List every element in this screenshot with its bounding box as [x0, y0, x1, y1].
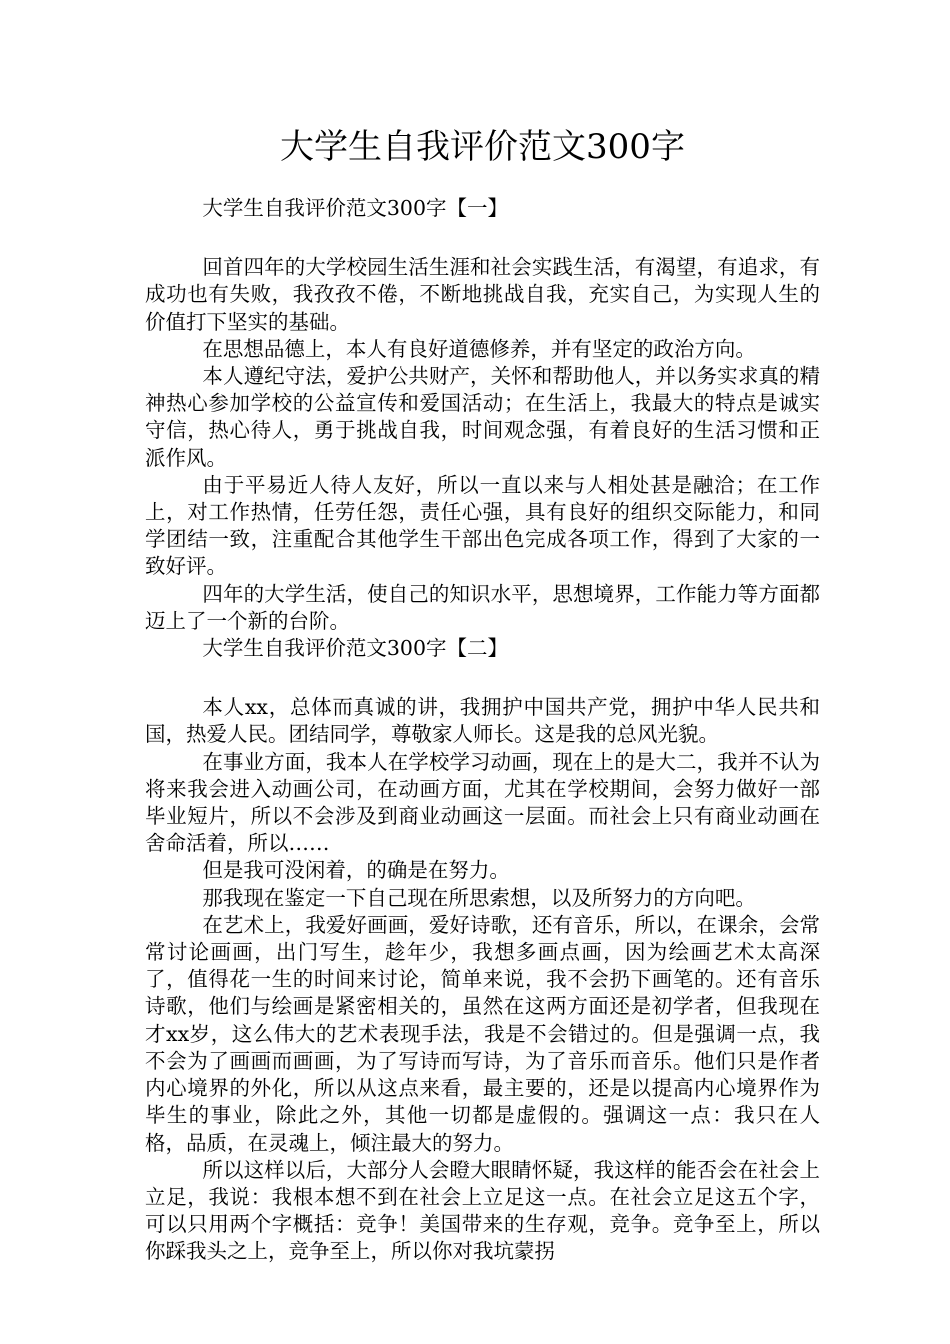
paragraph: 在艺术上，我爱好画画，爱好诗歌，还有音乐，所以，在课余，会常常讨论画画，出门写生，趁年少，我想多画点画，因为绘画艺术太高深了，值得花一生的时间来讨论，简单来说，我不会扔下画笔的。还有音乐诗歌，他们与绘画是紧密相关的，虽然在这两方面还是初学者，但我现在才xx岁，这么伟大的艺术表现手法，我是不会错过的。但是强调一点，我不会为了画画而画画，为了写诗而写诗，为了音乐而音乐。他们只是作者内心境界的外化，所以从这点来看，最主要的，还是以提高内心境界作为毕生的事业，除此之外，其他一切都是虚假的。强调这一点：我只在人格，品质，在灵魂上，倾注最大的努力。 [145, 912, 820, 1155]
paragraph: 由于平易近人待人友好，所以一直以来与人相处甚是融洽；在工作上，对工作热情，任劳任怨，责任心强，具有良好的组织交际能力，和同学团结一致，注重配合其他学生干部出色完成各项工作，得到了大家的一致好评。 [145, 472, 820, 579]
paragraph: 回首四年的大学校园生活生涯和社会实践生活，有渴望，有追求，有成功也有失败，我孜孜不倦，不断地挑战自我，充实自己，为实现人生的价值打下坚实的基础。 [145, 255, 820, 334]
paragraph: 但是我可没闲着，的确是在努力。 [202, 858, 510, 883]
paragraph: 本人xx，总体而真诚的讲，我拥护中国共产党，拥护中华人民共和国，热爱人民。团结同学，尊敬家人师长。这是我的总风光貌。 [145, 695, 820, 747]
section-spacer [145, 662, 820, 694]
document-title: 大学生自我评价范文300字 [280, 127, 685, 167]
paragraph: 所以这样以后，大部分人会瞪大眼睛怀疑，我这样的能否会在社会上立足，我说：我根本想不到在社会上立足这一点。在社会立足这五个字，可以只用两个字概括：竞争！美国带来的生存观，竞争。竞争至上，所以你踩我头之上，竞争至上，所以你对我坑蒙拐 [145, 1157, 820, 1264]
document-page [145, 125, 820, 1266]
paragraph: 那我现在鉴定一下自己现在所思索想，以及所努力的方向吧。 [202, 885, 756, 910]
section-heading: 大学生自我评价范文300字【一】 [202, 196, 509, 220]
section-heading: 大学生自我评价范文300字【二】 [202, 636, 509, 661]
paragraph: 本人遵纪守法，爱护公共财产，关怀和帮助他人，并以务实求真的精神热心参加学校的公益宣传和爱国活动；在生活上，我最大的特点是诚实守信，热心待人，勇于挑战自我，时间观念强，有着良好的生活习惯和正派作风。 [145, 364, 820, 470]
paragraph: 在思想品德上，本人有良好道德修养，并有坚定的政治方向。 [202, 336, 756, 361]
paragraph: 在事业方面，我本人在学校学习动画，现在上的是大二，我并不认为将来我会进入动画公司，在动画方面，尤其在学校期间，会努力做好一部毕业短片，所以不会涉及到商业动画这一层面。而社会上只有商业动画在舍命活着，所以…… [145, 749, 820, 856]
paragraph: 四年的大学生活，使自己的知识水平，思想境界，工作能力等方面都迈上了一个新的台阶。 [145, 581, 820, 633]
section-one [145, 195, 820, 635]
section-two [145, 635, 820, 1265]
section-spacer [145, 222, 820, 254]
